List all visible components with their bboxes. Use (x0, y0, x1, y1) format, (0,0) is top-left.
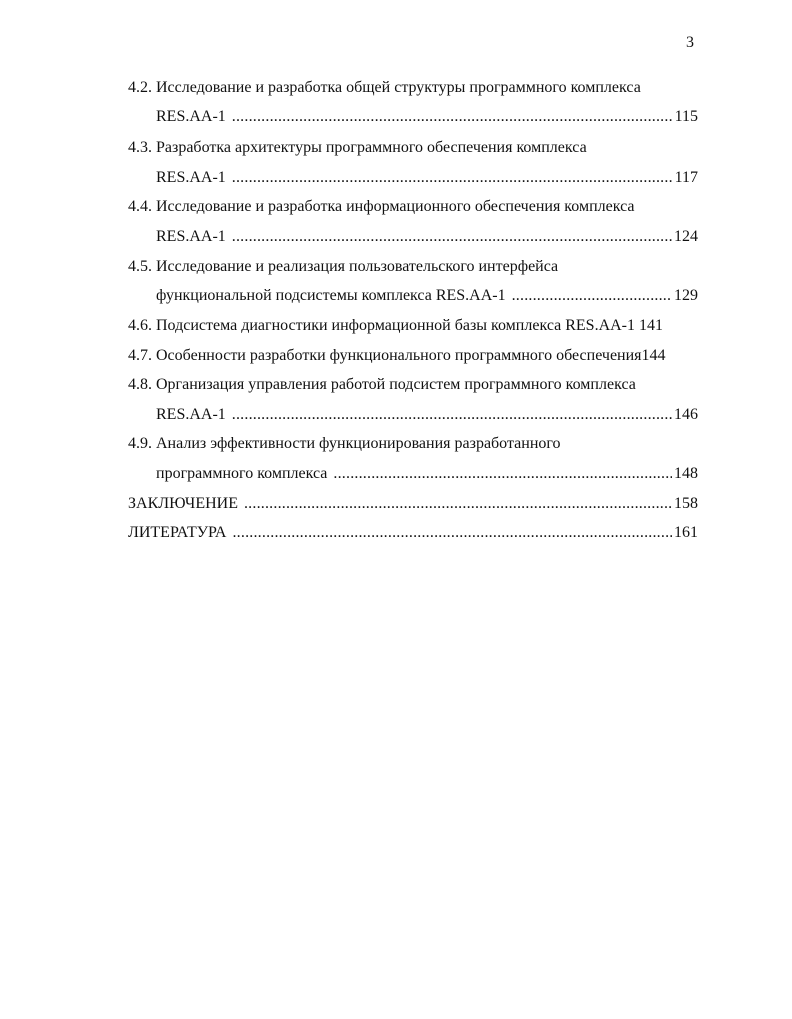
toc-entry-4-2-page: 115 (674, 108, 698, 125)
toc-entry-4-8-leader (156, 405, 698, 425)
dot-leader (232, 405, 672, 425)
toc-entry-4-3-page: 117 (674, 169, 698, 186)
toc-entry-4-5-continuation: функциональной подсистемы комплекса RES.AA-1 (156, 287, 506, 304)
toc-entry-4-9-leader (156, 464, 698, 484)
toc-entry-4-3-title: 4.3. Разработка архитектуры программного обеспечения комплекса (128, 139, 587, 156)
toc-entry-4-2-continuation: RES.AA-1 (156, 108, 226, 125)
toc-entry-4-8-title: 4.8. Организация управления работой подсистем программного комплекса (128, 376, 636, 393)
toc-entry-4-7: 4.7. Особенности разработки функционального программного обеспечения144 (128, 347, 666, 364)
toc-entry-literature-page: 161 (674, 524, 698, 541)
toc-entry-4-4-continuation: RES.AA-1 (156, 228, 226, 245)
toc-entry-4-2-leader (156, 107, 698, 127)
toc-entry-4-5-page: 129 (674, 287, 698, 304)
dot-leader (333, 464, 672, 484)
toc-entry-conclusion-page: 158 (674, 495, 698, 512)
toc-entry-4-5-title: 4.5. Исследование и реализация пользовательского интерфейса (128, 258, 559, 275)
dot-leader (232, 107, 673, 127)
dot-leader (232, 227, 672, 247)
dot-leader (244, 494, 672, 514)
dot-leader (512, 286, 672, 306)
toc-entry-conclusion-title: ЗАКЛЮЧЕНИЕ (128, 495, 238, 512)
toc-entry-4-9-page: 148 (674, 465, 698, 482)
toc-entry-4-9-title: 4.9. Анализ эффективности функционирования разработанного (128, 435, 561, 452)
toc-entry-conclusion (128, 494, 698, 514)
dot-leader (232, 523, 672, 543)
toc-entry-4-6: 4.6. Подсистема диагностики информационной базы комплекса RES.AA-1 141 (128, 317, 664, 334)
toc-entry-4-4-leader (156, 227, 698, 247)
page-number: 3 (686, 34, 694, 51)
toc-entry-4-8-continuation: RES.AA-1 (156, 406, 226, 423)
dot-leader (232, 168, 673, 188)
toc-entry-4-2-title: 4.2. Исследование и разработка общей структуры программного комплекса (128, 79, 641, 96)
toc-entry-4-8-page: 146 (674, 406, 698, 423)
toc-entry-4-3-leader (156, 168, 698, 188)
toc-entry-literature (128, 523, 698, 543)
toc-entry-literature-title: ЛИТЕРАТУРА (128, 524, 227, 541)
toc-entry-4-3-continuation: RES.AA-1 (156, 169, 226, 186)
toc-entry-4-4-title: 4.4. Исследование и разработка информационного обеспечения комплекса (128, 198, 635, 215)
toc-entry-4-9-continuation: программного комплекса (156, 465, 328, 482)
toc-entry-4-5-leader (156, 286, 698, 306)
toc-entry-4-4-page: 124 (674, 228, 698, 245)
